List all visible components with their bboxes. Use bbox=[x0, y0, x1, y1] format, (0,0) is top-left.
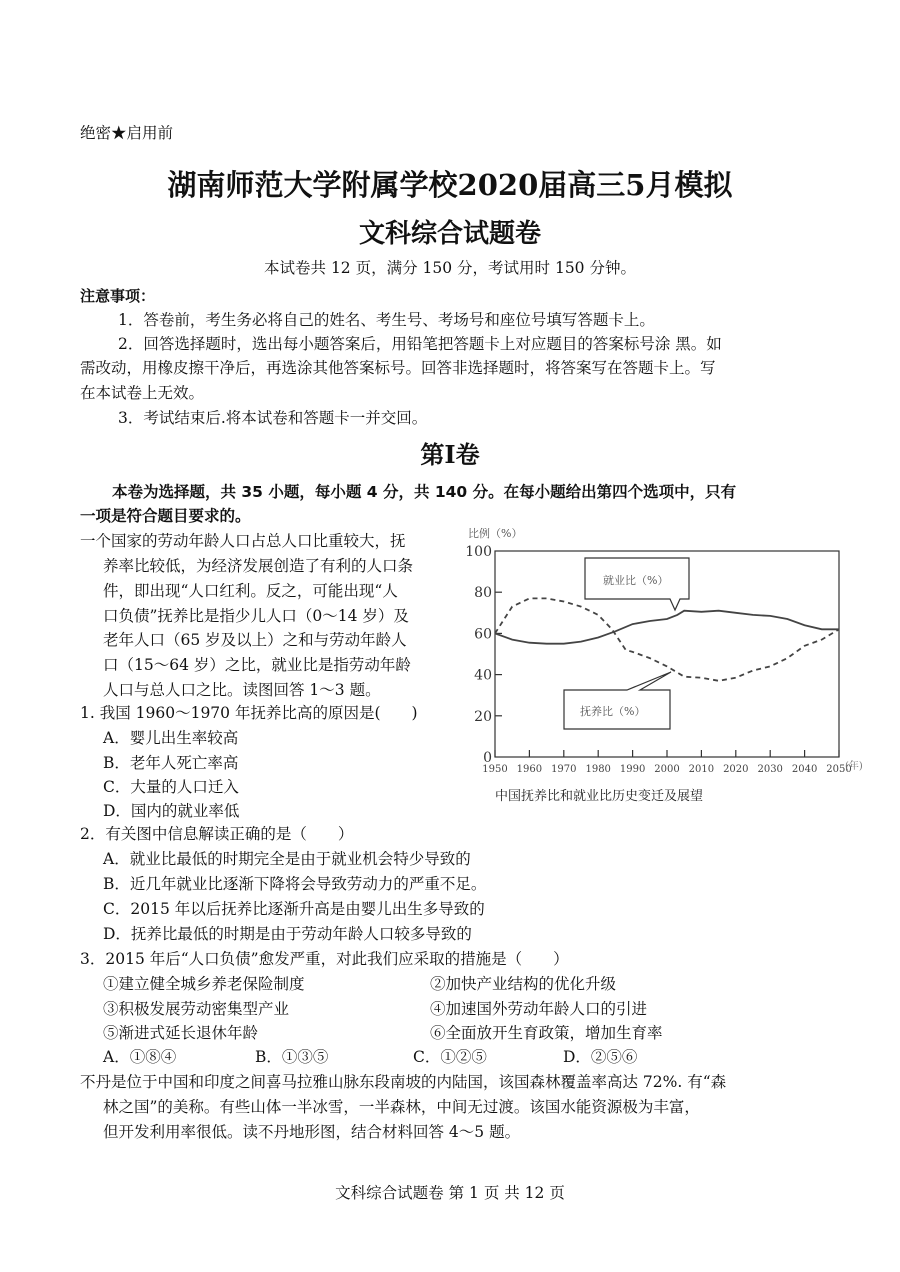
option-d: D．国内的就业率低 bbox=[103, 802, 240, 820]
x-tick-label: 1970 bbox=[551, 764, 577, 775]
option-a: A．①⑧④ bbox=[103, 1048, 177, 1066]
passage-line: 件，即出现“人口红利。反之，可能出现“人 bbox=[103, 582, 398, 600]
option-c: C．①②⑤ bbox=[413, 1048, 487, 1066]
y-tick-label: 80 bbox=[474, 585, 492, 602]
x-tick-label: 2010 bbox=[688, 764, 715, 775]
x-tick-label: 1960 bbox=[516, 764, 543, 775]
chart-caption: 中国抚养比和就业比历史变迁及展望 bbox=[495, 789, 704, 804]
measure: ④加速国外劳动年龄人口的引进 bbox=[430, 1000, 648, 1018]
notice-line: 1．答卷前，考生务必将自己的姓名、考生号、考场号和座位号填写答题卡上。 bbox=[118, 311, 655, 329]
passage-line: 养率比较低，为经济发展创造了有利的人口条 bbox=[103, 557, 414, 575]
x-tick-label: 2020 bbox=[723, 764, 749, 775]
dependency-employment-chart bbox=[460, 520, 900, 810]
measure: ⑥全面放开生育政策，增加生育率 bbox=[430, 1024, 663, 1042]
passage-line: 口（15～64 岁）之比，就业比是指劳动年龄 bbox=[103, 656, 411, 674]
page-title: 湖南师范大学附属学校2020届高三5月模拟 bbox=[167, 168, 733, 202]
x-tick-label: 1980 bbox=[585, 764, 611, 775]
option-a: A．婴儿出生率较高 bbox=[103, 729, 239, 747]
page-footer: 文科综合试题卷 第 1 页 共 12 页 bbox=[335, 1184, 565, 1202]
option-b: B．①③⑤ bbox=[255, 1048, 329, 1066]
employment-ratio-line bbox=[495, 611, 839, 644]
y-tick-label: 60 bbox=[474, 626, 492, 643]
callout-dependency-label: 抚养比（%） bbox=[580, 705, 646, 718]
x-tick-label: 1990 bbox=[619, 764, 646, 775]
option-a: A．就业比最低的时期完全是由于就业机会特少导致的 bbox=[103, 850, 471, 868]
callout-dependency bbox=[564, 672, 671, 729]
y-tick-label: 20 bbox=[474, 708, 492, 725]
x-tick-label: 2000 bbox=[654, 764, 680, 775]
y-tick-label: 40 bbox=[474, 667, 492, 684]
callout-employment-label: 就业比（%） bbox=[603, 574, 669, 587]
option-d: D．抚养比最低的时期是由于劳动年龄人口较多导致的 bbox=[103, 925, 472, 943]
section-intro: 本卷为选择题，共 35 小题，每小题 4 分，共 140 分。在每小题给出第四个选项中，只有 bbox=[112, 483, 737, 501]
passage-line: 但开发利用率很低。读不丹地形图，结合材料回答 4～5 题。 bbox=[103, 1123, 521, 1141]
exam-info: 本试卷共 12 页，满分 150 分，考试用时 150 分钟。 bbox=[264, 259, 636, 277]
y-tick-label: 0 bbox=[483, 750, 492, 766]
x-tick-label: 1950 bbox=[482, 764, 508, 775]
passage-line: 不丹是位于中国和印度之间喜马拉雅山脉东段南坡的内陆国，该国森林覆盖率高达 72%. 有“森 bbox=[80, 1073, 727, 1091]
notice-line: 需改动，用橡皮擦干净后，再选涂其他答案标号。回答非选择题时，将答案写在答题卡上。写 bbox=[80, 359, 716, 377]
x-axis-unit: (年) bbox=[845, 761, 863, 772]
x-tick-label: 2050 bbox=[826, 764, 852, 775]
question-stem: 1. 我国 1960～1970 年抚养比高的原因是( ) bbox=[80, 704, 418, 722]
option-c: C．大量的人口迁入 bbox=[103, 778, 239, 796]
x-tick-label: 2030 bbox=[757, 764, 783, 775]
confidential-mark: 绝密★启用前 bbox=[80, 124, 174, 142]
option-d: D．②⑤⑥ bbox=[563, 1048, 638, 1066]
option-b: B．老年人死亡率高 bbox=[103, 754, 239, 772]
section-intro: 一项是符合题目要求的。 bbox=[80, 507, 251, 525]
question-stem: 3．2015 年后“人口负债”愈发严重，对此我们应采取的措施是（ ） bbox=[80, 950, 569, 968]
page-subtitle: 文科综合试题卷 bbox=[358, 219, 541, 249]
passage-line: 林之国”的美称。有些山体一半冰雪，一半森林，中间无过渡。该国水能资源极为丰富， bbox=[103, 1098, 700, 1116]
notice-line: 在本试卷上无效。 bbox=[80, 384, 205, 402]
measure: ⑤渐进式延长退休年龄 bbox=[103, 1024, 259, 1042]
dependency-ratio-line bbox=[495, 598, 839, 680]
question-stem: 2．有关图中信息解读正确的是（ ） bbox=[80, 825, 354, 843]
option-c: C．2015 年以后抚养比逐渐升高是由婴儿出生多导致的 bbox=[103, 900, 485, 918]
measure: ③积极发展劳动密集型产业 bbox=[103, 1000, 290, 1018]
measure: ②加快产业结构的优化升级 bbox=[430, 975, 617, 993]
notice-line: 2．回答选择题时，选出每小题答案后，用铅笔把答题卡上对应题目的答案标号涂 黑。如 bbox=[118, 335, 722, 353]
passage-line: 老年人口（65 岁及以上）之和与劳动年龄人 bbox=[103, 631, 407, 649]
option-b: B．近几年就业比逐渐下降将会导致劳动力的严重不足。 bbox=[103, 875, 487, 893]
y-axis-label: 比例（%） bbox=[468, 527, 523, 540]
notice-line: 3．考试结束后.将本试卷和答题卡一并交回。 bbox=[118, 409, 428, 427]
passage-line: 人口与总人口之比。读图回答 1～3 题。 bbox=[103, 681, 381, 699]
measure: ①建立健全城乡养老保险制度 bbox=[103, 975, 305, 993]
passage-line: 一个国家的劳动年龄人口占总人口比重较大，抚 bbox=[80, 532, 406, 550]
x-tick-label: 2040 bbox=[791, 764, 818, 775]
section-title: 第Ⅰ卷 bbox=[420, 440, 480, 469]
callout-employment bbox=[585, 558, 689, 610]
passage-line: 口负债”抚养比是指少儿人口（0～14 岁）及 bbox=[103, 607, 409, 625]
notice-heading: 注意事项： bbox=[80, 287, 156, 305]
y-tick-label: 100 bbox=[465, 544, 492, 560]
